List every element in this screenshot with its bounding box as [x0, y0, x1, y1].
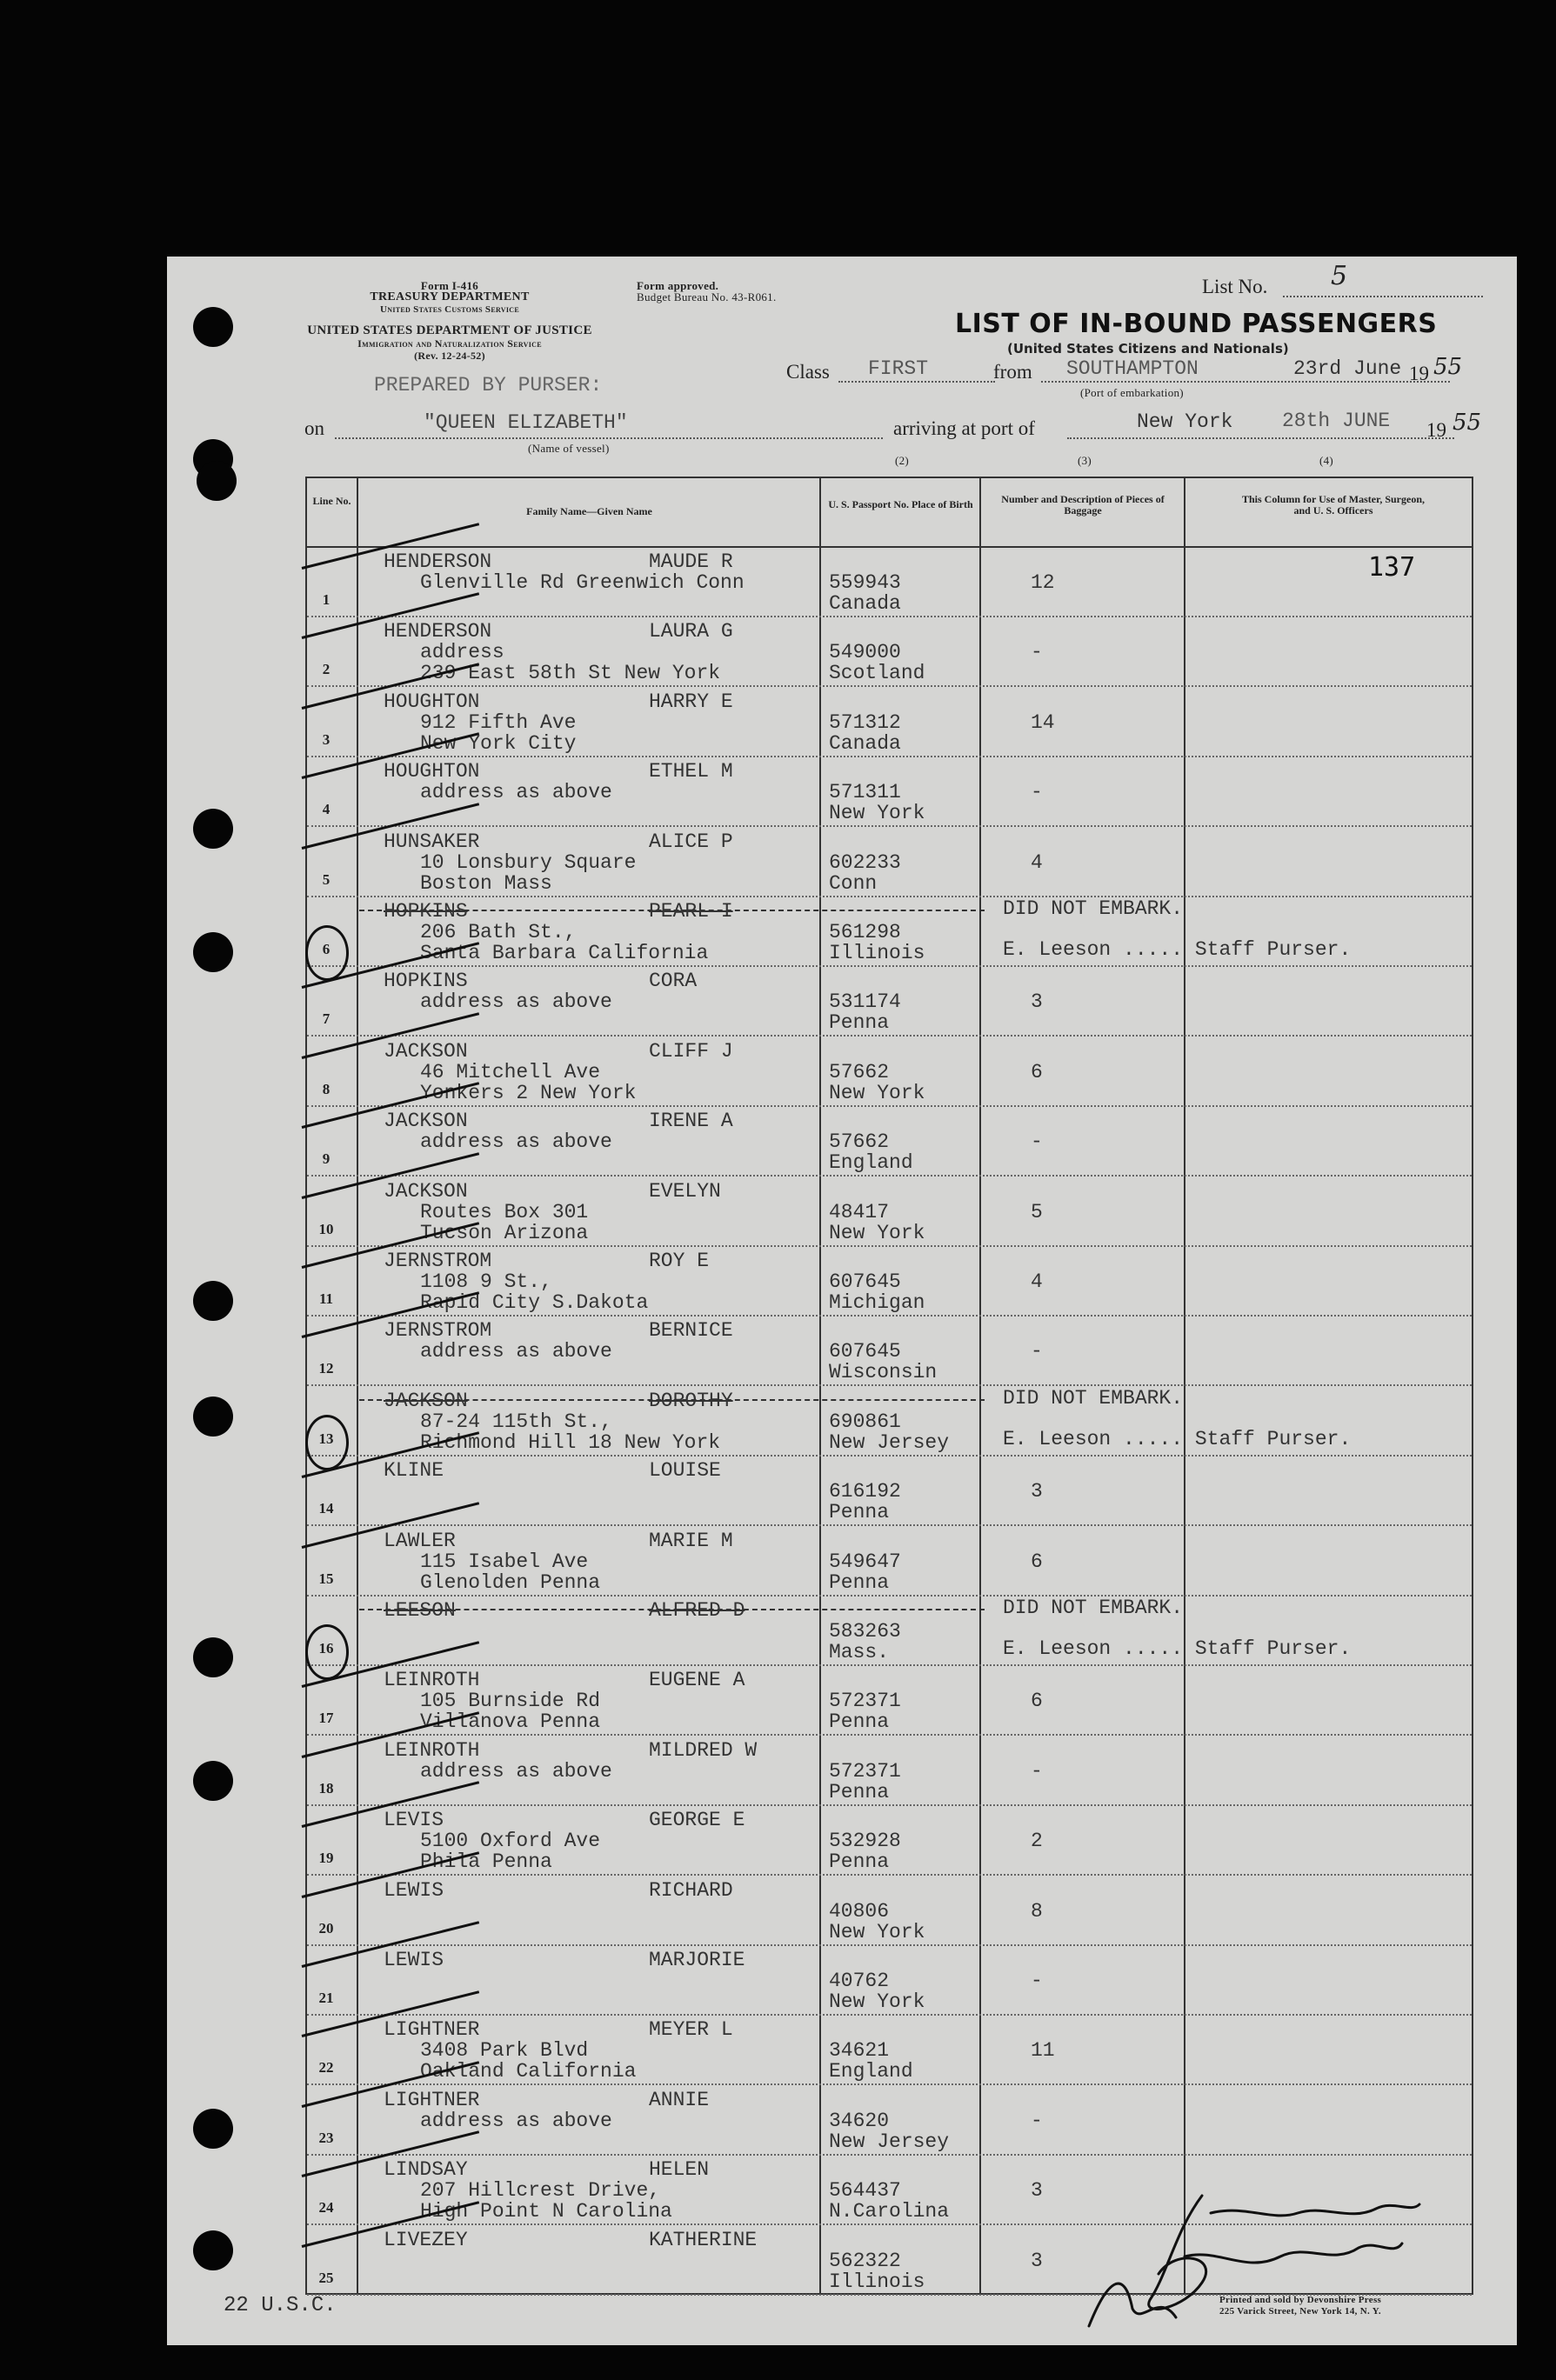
- table-row: [307, 1527, 1472, 1597]
- place-of-birth: Illinois: [829, 2270, 925, 2293]
- table-row: [307, 1317, 1472, 1386]
- year-prefix-2: 19: [1426, 419, 1446, 441]
- staff-purser-note: E. Leeson ..... Staff Purser.: [1003, 938, 1352, 961]
- class-value: FIRST: [868, 357, 929, 380]
- footer-statute: 22 U.S.C.: [224, 2294, 337, 2317]
- given-name: HARRY E: [649, 690, 733, 713]
- given-name: ROY E: [649, 1250, 710, 1272]
- table-row: [307, 1877, 1472, 1946]
- address-line-1: 206 Bath St.,: [420, 921, 577, 943]
- family-name: LEINROTH: [384, 1738, 480, 1762]
- officer-note: 137: [1368, 552, 1416, 583]
- binder-hole: [193, 1637, 233, 1677]
- baggage-count: -: [1031, 1970, 1043, 1992]
- address-line-1: address as above: [420, 781, 612, 804]
- binder-hole: [193, 1761, 233, 1801]
- line-number: 3: [322, 730, 331, 748]
- address-line-2: Boston Mass: [420, 871, 552, 895]
- address-line-2: Phila Penna: [420, 1850, 552, 1874]
- table-row: [307, 1666, 1472, 1736]
- dashed-strike-line: [359, 1609, 985, 1610]
- passport-number: 40762: [829, 1970, 890, 1992]
- treasury-dept: TREASURY DEPARTMENT: [370, 290, 530, 303]
- family-name: HENDERSON: [384, 550, 492, 573]
- given-name: BERNICE: [649, 1319, 733, 1343]
- arriving-label: arriving at port of: [893, 417, 1035, 439]
- list-no-value: 5: [1331, 261, 1348, 291]
- col-header-officers: This Column for Use of Master, Surgeon, and U. S. Officers: [1241, 493, 1425, 517]
- passport-number: 549000: [829, 641, 901, 664]
- table-row: [307, 2086, 1472, 2156]
- baggage-count: 2: [1031, 1830, 1043, 1853]
- line-number: 1: [322, 591, 331, 608]
- passport-number: 561298: [829, 921, 901, 943]
- family-name: LEVIS: [384, 1809, 444, 1832]
- manifest-page: [167, 257, 1517, 2345]
- place-of-birth: Penna: [829, 1710, 890, 1734]
- address-line-1: 3408 Park Blvd: [420, 2039, 589, 2063]
- place-of-birth: New Jersey: [829, 2130, 950, 2153]
- form-number: Form I-416: [420, 279, 479, 292]
- table-row: [307, 617, 1472, 687]
- place-of-birth: Conn: [829, 871, 878, 895]
- address-line-1: 207 Hillcrest Drive,: [420, 2179, 661, 2203]
- arrival-line: [1067, 437, 1454, 439]
- baggage-count: 3: [1031, 990, 1043, 1014]
- address-line-1: address: [420, 641, 504, 664]
- passport-number: 571311: [829, 781, 901, 804]
- table-row: [307, 1177, 1472, 1247]
- passenger-table: [305, 477, 1473, 2295]
- binder-hole: [193, 1281, 233, 1321]
- given-name: ALICE P: [649, 830, 733, 853]
- list-no-line: [1283, 296, 1483, 297]
- col-header-baggage: Number and Description of Pieces of Baggage: [1001, 493, 1165, 517]
- line-number: 23: [318, 2129, 334, 2146]
- family-name: LIVEZEY: [384, 2228, 468, 2251]
- from-label: from: [993, 361, 1032, 383]
- family-name: HENDERSON: [384, 620, 492, 643]
- line-number: 19: [318, 1850, 334, 1867]
- col-header-passport: U. S. Passport No. Place of Birth: [828, 498, 973, 510]
- passport-number: 40806: [829, 1899, 890, 1923]
- family-name: JERNSTROM: [384, 1250, 492, 1272]
- place-of-birth: Wisconsin: [829, 1361, 938, 1384]
- address-line-1: 87-24 115th St.,: [420, 1410, 612, 1433]
- given-name: MARJORIE: [649, 1949, 745, 1971]
- line-number: 12: [318, 1360, 334, 1377]
- passport-number: 564437: [829, 2179, 901, 2203]
- address-line-2: Glenolden Penna: [420, 1570, 601, 1594]
- address-line-1: 912 Fifth Ave: [420, 710, 577, 734]
- printer-line-2: 225 Varick Street, New York 14, N. Y.: [1219, 2306, 1381, 2317]
- address-line-1: 10 Lonsbury Square: [420, 850, 637, 874]
- family-name: LIGHTNER: [384, 2088, 480, 2111]
- line-number: 2: [322, 661, 331, 678]
- baggage-count: -: [1031, 1130, 1043, 1154]
- passport-number: 549647: [829, 1550, 901, 1573]
- passport-number: 559943: [829, 571, 901, 594]
- given-name: LOUISE: [649, 1459, 721, 1483]
- passport-number: 583263: [829, 1620, 901, 1643]
- line-number: 7: [322, 1010, 331, 1028]
- place-of-birth: Penna: [829, 1011, 890, 1035]
- table-row: [307, 1247, 1472, 1317]
- revision: (Rev. 12-24-52): [414, 350, 485, 362]
- family-name: HUNSAKER: [384, 830, 480, 853]
- given-name: MILDRED W: [649, 1738, 758, 1762]
- line-number: 13: [318, 1430, 334, 1447]
- baggage-count: 4: [1031, 1270, 1043, 1293]
- form-approved: Form approved.: [637, 279, 719, 292]
- form-title: LIST OF IN-BOUND PASSENGERS: [955, 309, 1438, 339]
- baggage-count: 3: [1031, 2179, 1043, 2203]
- given-name: IRENE A: [649, 1110, 733, 1133]
- line-number: 4: [322, 801, 331, 818]
- address-line-2: Villanova Penna: [420, 1710, 601, 1734]
- staff-purser-note: E. Leeson ..... Staff Purser.: [1003, 1637, 1352, 1660]
- given-name: ALFRED D: [649, 1599, 745, 1622]
- place-of-birth: New York: [829, 802, 925, 825]
- form-subtitle: (United States Citizens and Nationals): [1007, 341, 1289, 357]
- family-name: LEINROTH: [384, 1669, 480, 1692]
- binder-hole: [197, 461, 237, 501]
- table-row: [307, 967, 1472, 1037]
- baggage-count: -: [1031, 781, 1043, 804]
- place-of-birth: Penna: [829, 1780, 890, 1803]
- did-not-embark-note: DID NOT EMBARK.: [1003, 1386, 1184, 1410]
- given-name: DOROTHY: [649, 1389, 733, 1412]
- line-number: 8: [322, 1080, 331, 1097]
- passport-number: 572371: [829, 1759, 901, 1783]
- baggage-count: 8: [1031, 1899, 1043, 1923]
- place-of-birth: Mass.: [829, 1641, 890, 1663]
- baggage-count: -: [1031, 1340, 1043, 1363]
- baggage-count: 4: [1031, 850, 1043, 874]
- given-name: EUGENE A: [649, 1669, 745, 1692]
- given-name: MARIE M: [649, 1529, 733, 1552]
- dashed-strike-line: [359, 1399, 985, 1401]
- col-num-2: (2): [895, 454, 910, 467]
- arrival-port: New York: [1137, 410, 1233, 433]
- family-name: LEWIS: [384, 1949, 444, 1971]
- table-row: [307, 828, 1472, 897]
- family-name: LAWLER: [384, 1529, 456, 1552]
- given-name: LAURA G: [649, 620, 733, 643]
- ins-service: Immigration and Naturalization Service: [357, 337, 542, 350]
- baggage-count: -: [1031, 641, 1043, 664]
- embark-port: SOUTHAMPTON: [1066, 357, 1199, 380]
- passport-number: 572371: [829, 1690, 901, 1713]
- place-of-birth: New York: [829, 1990, 925, 2013]
- passport-number: 48417: [829, 1200, 890, 1223]
- passport-number: 532928: [829, 1830, 901, 1853]
- binder-hole: [193, 932, 233, 972]
- table-row: [307, 757, 1472, 827]
- col-header-name: Family Name—Given Name: [526, 505, 652, 517]
- baggage-count: 6: [1031, 1060, 1043, 1083]
- staff-purser-note: E. Leeson ..... Staff Purser.: [1003, 1427, 1352, 1450]
- vessel-line: [335, 437, 883, 439]
- did-not-embark-note: DID NOT EMBARK.: [1003, 1597, 1184, 1619]
- address-line-1: 5100 Oxford Ave: [420, 1830, 601, 1853]
- vessel-name: "QUEEN ELIZABETH": [424, 411, 628, 434]
- family-name: HOUGHTON: [384, 760, 480, 783]
- address-line-1: Glenville Rd Greenwich Conn: [420, 571, 745, 594]
- year-1: 55: [1433, 354, 1463, 380]
- class-label: Class: [786, 361, 830, 383]
- inspector-signature: [1072, 2178, 1446, 2335]
- address-line-2: Tucson Arizona: [420, 1221, 589, 1244]
- budget-bureau: Budget Bureau No. 43-R061.: [637, 290, 777, 303]
- family-name: HOUGHTON: [384, 690, 480, 713]
- table-row: [307, 1946, 1472, 2016]
- table-row: [307, 688, 1472, 757]
- passport-number: 690861: [829, 1410, 901, 1433]
- address-line-1: 115 Isabel Ave: [420, 1550, 589, 1573]
- line-number: 18: [318, 1779, 334, 1797]
- place-of-birth: N.Carolina: [829, 2200, 950, 2223]
- port-embark-note: (Port of embarkation): [1080, 386, 1184, 399]
- binder-hole: [193, 2230, 233, 2270]
- given-name: MEYER L: [649, 2018, 733, 2042]
- col-num-4: (4): [1319, 454, 1334, 467]
- place-of-birth: Penna: [829, 1850, 890, 1874]
- baggage-count: 6: [1031, 1550, 1043, 1573]
- table-row: [307, 1737, 1472, 1806]
- address-line-1: address as above: [420, 2109, 612, 2132]
- table-row: [307, 1107, 1472, 1177]
- passport-number: 607645: [829, 1270, 901, 1293]
- place-of-birth: Michigan: [829, 1291, 925, 1314]
- did-not-embark-note: DID NOT EMBARK.: [1003, 897, 1184, 920]
- given-name: CLIFF J: [649, 1039, 733, 1063]
- address-line-1: address as above: [420, 1340, 612, 1363]
- embark-date: 23rd June: [1293, 357, 1402, 380]
- address-line-1: address as above: [420, 1759, 612, 1783]
- given-name: RICHARD: [649, 1878, 733, 1902]
- year-prefix-1: 19: [1409, 363, 1429, 384]
- passenger-rows: [307, 548, 1472, 2293]
- given-name: PEARL I: [649, 900, 733, 923]
- given-name: GEORGE E: [649, 1809, 745, 1832]
- baggage-count: 14: [1031, 710, 1055, 734]
- prepared-by: PREPARED BY PURSER:: [374, 374, 603, 397]
- passport-number: 57662: [829, 1130, 890, 1154]
- passport-number: 57662: [829, 1060, 890, 1083]
- family-name: JERNSTROM: [384, 1319, 492, 1343]
- line-number: 16: [318, 1640, 334, 1657]
- class-line: [838, 381, 995, 383]
- binder-hole: [193, 2109, 233, 2149]
- line-number: 17: [318, 1710, 334, 1727]
- place-of-birth: England: [829, 2060, 913, 2083]
- place-of-birth: England: [829, 1151, 913, 1175]
- baggage-count: -: [1031, 2109, 1043, 2132]
- address-line-2: 239 East 58th St New York: [420, 662, 721, 685]
- printer-line-1: Printed and sold by Devonshire Press: [1219, 2295, 1382, 2305]
- given-name: MAUDE R: [649, 550, 733, 573]
- list-no-label: List No.: [1202, 276, 1268, 297]
- address-line-2: Santa Barbara California: [420, 942, 709, 964]
- place-of-birth: Canada: [829, 731, 901, 755]
- family-name: JACKSON: [384, 1179, 468, 1203]
- baggage-count: 3: [1031, 1480, 1043, 1503]
- passport-number: 571312: [829, 710, 901, 734]
- place-of-birth: New York: [829, 1920, 925, 1943]
- justice-dept: UNITED STATES DEPARTMENT OF JUSTICE: [307, 323, 592, 337]
- family-name: JACKSON: [384, 1389, 468, 1412]
- line-number: 5: [322, 870, 331, 888]
- given-name: ANNIE: [649, 2088, 710, 2111]
- address-line-1: 46 Mitchell Ave: [420, 1060, 601, 1083]
- passport-number: 616192: [829, 1480, 901, 1503]
- place-of-birth: New York: [829, 1221, 925, 1244]
- address-line-2: Richmond Hill 18 New York: [420, 1430, 721, 1454]
- customs-service: United States Customs Service: [380, 304, 519, 315]
- family-name: LEWIS: [384, 1878, 444, 1902]
- address-line-2: Rapid City S.Dakota: [420, 1291, 649, 1314]
- family-name: LEESON: [384, 1599, 456, 1622]
- address-line-2: Yonkers 2 New York: [420, 1081, 637, 1104]
- on-label: on: [304, 417, 324, 439]
- family-name: LINDSAY: [384, 2158, 468, 2182]
- place-of-birth: Penna: [829, 1501, 890, 1524]
- arrival-date: 28th JUNE: [1282, 410, 1391, 432]
- family-name: HOPKINS: [384, 970, 468, 993]
- given-name: EVELYN: [649, 1179, 721, 1203]
- family-name: JACKSON: [384, 1110, 468, 1133]
- binder-hole: [193, 1397, 233, 1437]
- address-line-2: Oakland California: [420, 2060, 637, 2083]
- family-name: KLINE: [384, 1459, 444, 1483]
- passport-number: 531174: [829, 990, 901, 1014]
- table-row: [307, 548, 1472, 617]
- baggage-count: 6: [1031, 1690, 1043, 1713]
- baggage-count: -: [1031, 1759, 1043, 1783]
- given-name: CORA: [649, 970, 698, 993]
- year-2: 55: [1452, 410, 1482, 436]
- table-row: [307, 1597, 1472, 1666]
- dashed-strike-line: [359, 910, 985, 911]
- address-line-1: Routes Box 301: [420, 1200, 589, 1223]
- table-row: [307, 1806, 1472, 1876]
- line-number: 9: [322, 1150, 331, 1168]
- place-of-birth: Penna: [829, 1570, 890, 1594]
- from-line: [1041, 381, 1450, 383]
- place-of-birth: Canada: [829, 592, 901, 615]
- passport-number: 562322: [829, 2249, 901, 2272]
- table-row: [307, 897, 1472, 967]
- baggage-count: 12: [1031, 571, 1055, 594]
- binder-hole: [193, 809, 233, 849]
- table-row: [307, 2016, 1472, 2085]
- address-line-1: address as above: [420, 1130, 612, 1154]
- baggage-count: 3: [1031, 2249, 1043, 2272]
- given-name: HELEN: [649, 2158, 710, 2182]
- line-number: 21: [318, 1990, 334, 2006]
- address-line-1: 105 Burnside Rd: [420, 1690, 601, 1713]
- address-line-1: 1108 9 St.,: [420, 1270, 552, 1293]
- line-number: 10: [318, 1220, 334, 1237]
- address-line-2: New York City: [420, 731, 577, 755]
- table-row: [307, 1387, 1472, 1457]
- passport-number: 602233: [829, 850, 901, 874]
- line-number: 15: [318, 1570, 334, 1587]
- line-number: 24: [318, 2199, 334, 2217]
- col-header-line-no: Line No.: [312, 495, 351, 507]
- family-name: LIGHTNER: [384, 2018, 480, 2042]
- passport-number: 607645: [829, 1340, 901, 1363]
- place-of-birth: Illinois: [829, 942, 925, 964]
- vessel-note: (Name of vessel): [528, 442, 610, 455]
- place-of-birth: New York: [829, 1081, 925, 1104]
- col-num-3: (3): [1078, 454, 1092, 467]
- line-number: 25: [318, 2269, 334, 2286]
- table-row: [307, 1457, 1472, 1526]
- address-line-2: High Point N Carolina: [420, 2200, 672, 2223]
- line-number: 22: [318, 2059, 334, 2077]
- baggage-count: 5: [1031, 1200, 1043, 1223]
- binder-hole: [193, 307, 233, 347]
- line-number: 20: [318, 1919, 334, 1937]
- line-number: 14: [318, 1500, 334, 1517]
- passport-number: 34620: [829, 2109, 890, 2132]
- table-row: [307, 1037, 1472, 1107]
- passport-number: 34621: [829, 2039, 890, 2063]
- family-name: HOPKINS: [384, 900, 468, 923]
- family-name: JACKSON: [384, 1039, 468, 1063]
- place-of-birth: Scotland: [829, 662, 925, 685]
- baggage-count: 11: [1031, 2039, 1055, 2063]
- given-name: ETHEL M: [649, 760, 733, 783]
- line-number: 6: [322, 941, 331, 957]
- address-line-1: address as above: [420, 990, 612, 1014]
- place-of-birth: New Jersey: [829, 1430, 950, 1454]
- given-name: KATHERINE: [649, 2228, 758, 2251]
- line-number: 11: [318, 1290, 334, 1307]
